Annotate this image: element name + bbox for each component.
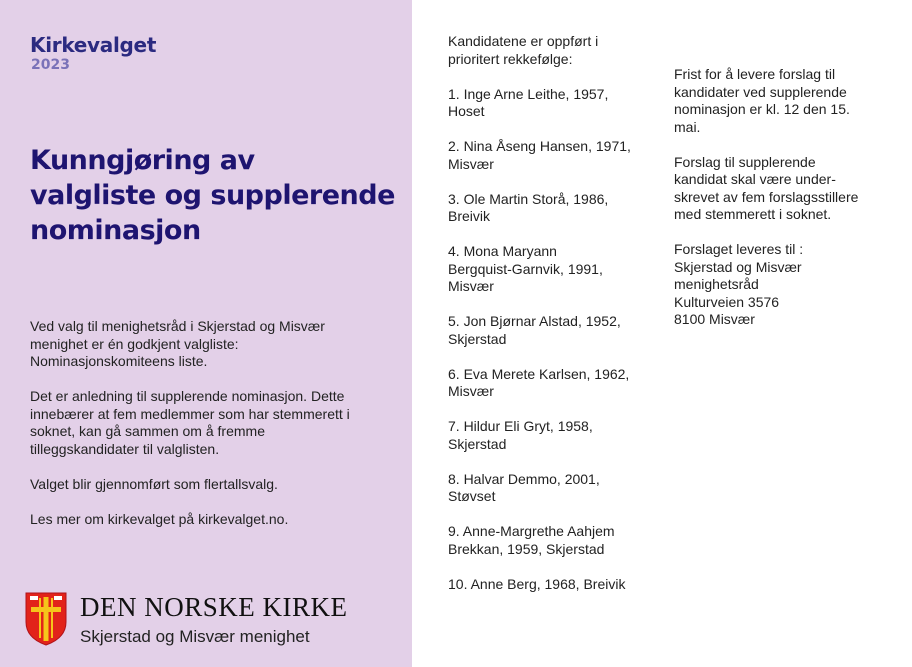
- text-line: Frist for å levere forslag til: [674, 66, 836, 82]
- text-line: 1. Inge Arne Leithe, 1957,: [448, 85, 609, 102]
- text-line: Valget blir gjennomført som flertallsvalg.: [30, 475, 278, 492]
- text-line: Nominasjonskomiteens liste.: [30, 353, 208, 369]
- list-intro: [448, 33, 631, 68]
- text-line: Bergquist-Garnvik, 1991,: [448, 260, 603, 277]
- text-line: Skjerstad: [448, 330, 507, 347]
- text-line: kandidat skal være under-: [674, 171, 836, 187]
- candidate-item: [448, 86, 631, 121]
- text-line: menighet er én godkjent valgliste:: [30, 335, 239, 352]
- nomination-info: [674, 66, 858, 346]
- text-line: 8100 Misvær: [674, 311, 755, 327]
- text-line: 8. Halvar Demmo, 2001,: [448, 470, 600, 487]
- title-line: nominasjon: [30, 215, 201, 246]
- left-panel: [0, 0, 412, 667]
- text-line: 2. Nina Åseng Hansen, 1971,: [448, 138, 631, 154]
- candidate-item: [448, 366, 631, 401]
- title-line: valgliste og supplerende: [30, 180, 395, 211]
- text-line: Brekkan, 1959, Skjerstad: [448, 540, 605, 557]
- text-line: Misvær: [448, 155, 494, 172]
- text-line: Det er anledning til supplerende nominasjon. Dette: [30, 388, 345, 404]
- brand-title: Kirkevalget: [30, 33, 157, 57]
- text-line: Misvær: [448, 278, 494, 294]
- text-line: 5. Jon Bjørnar Alstad, 1952,: [448, 313, 621, 329]
- candidate-item: [448, 418, 631, 453]
- candidate-item: [448, 576, 631, 594]
- text-line: mai.: [674, 118, 701, 135]
- text-line: Ved valg til menighetsråd i Skjerstad og Misvær: [30, 318, 325, 334]
- text-line: tilleggskandidater til valglisten.: [30, 440, 220, 457]
- text-line: Skjerstad: [448, 435, 507, 452]
- candidate-item: [448, 523, 631, 558]
- title-line: Kunngjøring av: [30, 145, 255, 176]
- text-line: kandidater ved supplerende: [674, 83, 847, 100]
- candidate-item: [448, 471, 631, 506]
- text-line: soknet, kan gå sammen om å fremme: [30, 423, 265, 439]
- text-line: Les mer om kirkevalget på kirkevalget.no.: [30, 510, 289, 527]
- text-line: 6. Eva Merete Karlsen, 1962,: [448, 365, 630, 382]
- info-paragraph: [674, 66, 858, 136]
- paragraph: [30, 388, 380, 458]
- text-line: 4. Mona Maryann: [448, 243, 557, 259]
- brand-year: 2023: [31, 57, 70, 73]
- paragraph: [30, 318, 380, 371]
- text-line: 9. Anne-Margrethe Aahjem: [448, 523, 615, 539]
- text-line: Støvset: [448, 488, 496, 504]
- text-line: innebærer at fem medlemmer som har stemmerett i: [30, 405, 350, 422]
- text-line: Forslag til supplerende: [674, 153, 816, 170]
- candidate-item: [448, 191, 631, 226]
- info-paragraph: [674, 241, 858, 329]
- text-line: 10. Anne Berg, 1968, Breivik: [448, 575, 626, 592]
- paragraph: [30, 511, 380, 529]
- candidate-item: [448, 243, 631, 296]
- text-line: Hoset: [448, 103, 485, 119]
- logo-text: DEN NORSKE KIRKE: [80, 592, 348, 622]
- text-line: skrevet av fem forslagsstillere: [674, 188, 859, 205]
- text-line: Kulturveien 3576: [674, 293, 780, 310]
- parish-name: Skjerstad og Misvær menighet: [80, 627, 310, 646]
- text-line: menighetsråd: [674, 276, 759, 292]
- text-line: 7. Hildur Eli Gryt, 1958,: [448, 418, 593, 434]
- intro-text: [30, 318, 380, 546]
- church-shield-icon: [25, 592, 67, 646]
- text-line: Breivik: [448, 208, 491, 224]
- text-line: 3. Ole Martin Storå, 1986,: [448, 190, 609, 207]
- candidate-item: [448, 313, 631, 348]
- candidate-list: [448, 33, 631, 611]
- text-line: nominasjon er kl. 12 den 15.: [674, 101, 850, 117]
- text-line: Forslaget leveres til :: [674, 241, 804, 257]
- text-line: Skjerstad og Misvær: [674, 258, 802, 275]
- paragraph: [30, 476, 380, 494]
- text-line: prioritert rekkefølge:: [448, 50, 573, 67]
- page-title: [30, 143, 395, 248]
- text-line: Misvær: [448, 383, 494, 399]
- text-line: med stemmerett i soknet.: [674, 206, 832, 222]
- text-line: Kandidatene er oppført i: [448, 33, 599, 49]
- info-paragraph: [674, 154, 858, 224]
- candidate-item: [448, 138, 631, 173]
